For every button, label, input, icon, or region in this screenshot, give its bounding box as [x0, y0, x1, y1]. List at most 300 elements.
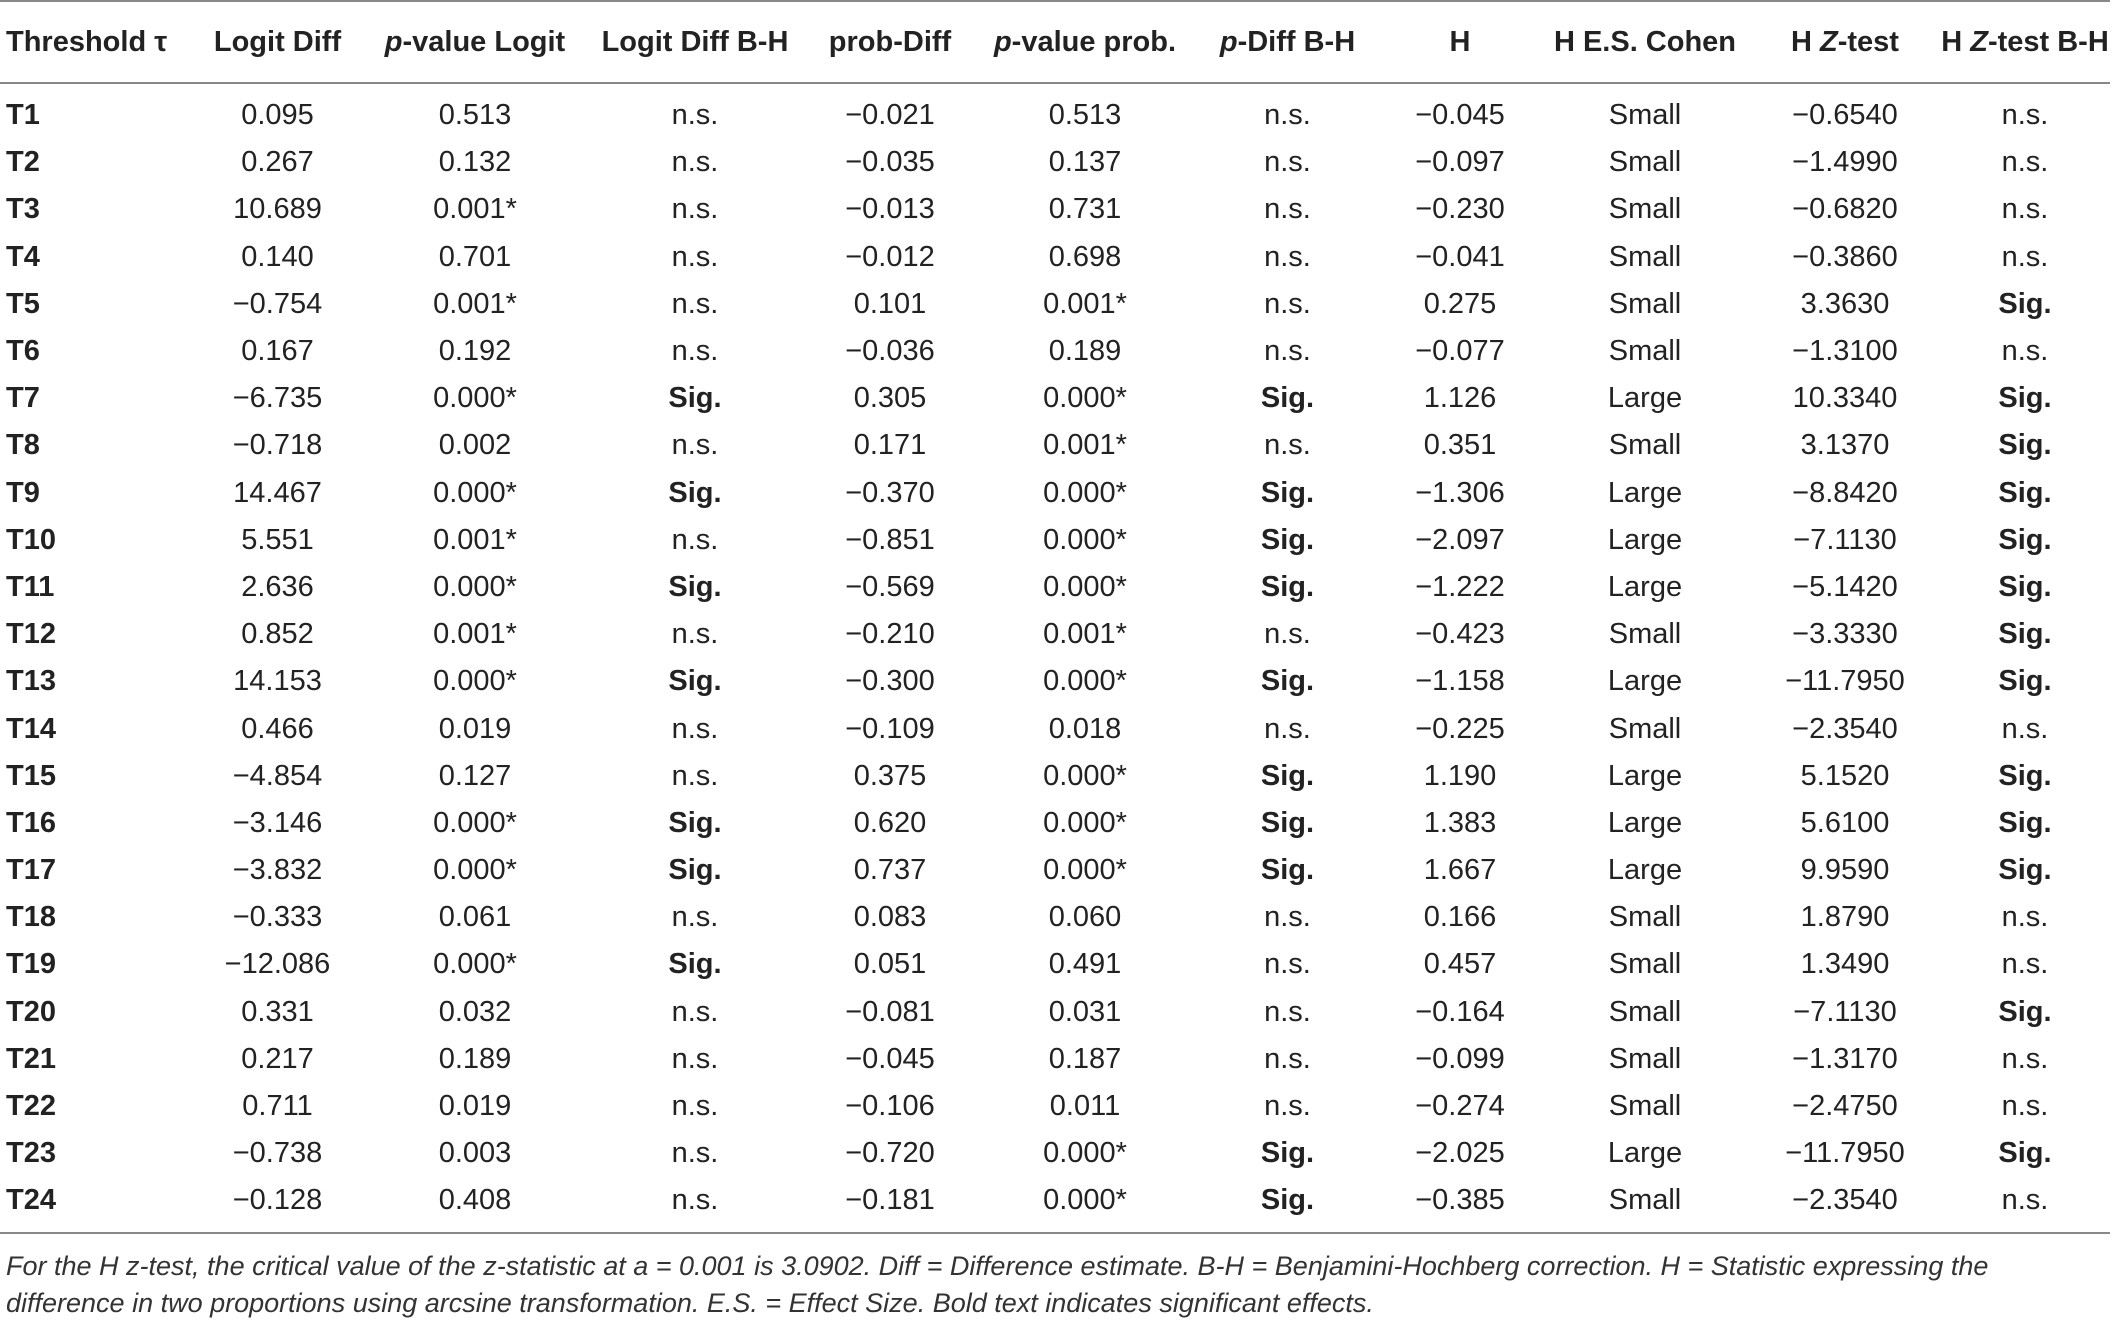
cell-threshold: T17 — [6, 854, 56, 887]
cell-h-es-cohen: Small — [1608, 618, 1682, 651]
cell-logit-diff-bh: n.s. — [671, 99, 719, 132]
cell-p-diff-bh: Sig. — [1260, 570, 1315, 603]
cell-logit-diff-bh: n.s. — [671, 523, 719, 556]
header-p-value-logit: p-value Logit — [365, 1, 585, 83]
cell-logit-diff-bh: Sig. — [668, 665, 722, 698]
cell-p-value-prob: 0.001* — [1043, 287, 1127, 320]
cell-h-z-test: −11.7950 — [1785, 1137, 1905, 1170]
table-row — [0, 1177, 2110, 1224]
cell-p-diff-bh: n.s. — [1264, 948, 1311, 981]
cell-logit-diff-bh: n.s. — [671, 146, 719, 179]
cell-prob-diff: −0.109 — [845, 712, 935, 745]
cell-p-value-prob: 0.000* — [1043, 1137, 1127, 1170]
table-row — [0, 753, 2110, 800]
cell-logit-diff: 2.636 — [241, 570, 314, 603]
cell-h-z-test-bh: Sig. — [1998, 665, 2052, 698]
cell-p-value-logit: 0.003 — [438, 1137, 512, 1170]
cell-p-value-prob: 0.031 — [1048, 995, 1122, 1028]
cell-logit-diff: −12.086 — [224, 948, 331, 981]
cell-h-es-cohen: Small — [1608, 901, 1682, 934]
cell-logit-diff: −0.128 — [232, 1184, 323, 1217]
table-row — [0, 564, 2110, 611]
cell-h-es-cohen: Large — [1607, 476, 1683, 509]
cell-p-value-logit: 0.701 — [438, 240, 512, 273]
cell-h-es-cohen: Small — [1608, 146, 1682, 179]
cell-p-value-prob: 0.137 — [1048, 146, 1122, 179]
header-logit-diff: Logit Diff — [190, 1, 365, 83]
table-row — [0, 894, 2110, 941]
cell-h: −1.306 — [1415, 476, 1505, 509]
cell-h-z-test: −2.3540 — [1792, 712, 1898, 745]
cell-logit-diff-bh: n.s. — [671, 429, 719, 462]
cell-h-z-test: 5.6100 — [1800, 806, 1890, 839]
cell-prob-diff: 0.083 — [853, 901, 927, 934]
cell-h-es-cohen: Small — [1608, 335, 1682, 368]
cell-logit-diff: 0.217 — [241, 1042, 314, 1075]
cell-h: −1.222 — [1415, 570, 1505, 603]
cell-logit-diff-bh: n.s. — [671, 193, 719, 226]
cell-threshold: T8 — [6, 429, 40, 462]
table-row — [0, 83, 2110, 139]
cell-logit-diff-bh: Sig. — [668, 382, 722, 415]
cell-logit-diff-bh: n.s. — [671, 618, 719, 651]
cell-h-z-test-bh: n.s. — [2001, 948, 2049, 981]
cell-p-value-prob: 0.000* — [1043, 523, 1127, 556]
header-h-z-test-bh: H Z-test B-H — [1940, 1, 2110, 83]
cell-prob-diff: −0.021 — [845, 99, 935, 132]
cell-h-z-test-bh: Sig. — [1998, 476, 2052, 509]
table-row — [0, 1130, 2110, 1177]
table-row — [0, 375, 2110, 422]
cell-p-diff-bh: Sig. — [1260, 665, 1315, 698]
cell-p-value-prob: 0.000* — [1043, 476, 1127, 509]
cell-h: 1.126 — [1423, 382, 1497, 415]
cell-h-z-test: 10.3340 — [1792, 382, 1898, 415]
cell-threshold: T6 — [6, 335, 40, 368]
cell-h: 0.275 — [1423, 287, 1497, 320]
cell-h-z-test-bh: Sig. — [1998, 995, 2052, 1028]
cell-logit-diff-bh: n.s. — [671, 901, 719, 934]
table-row — [0, 941, 2110, 988]
cell-h-z-test-bh: Sig. — [1998, 618, 2052, 651]
cell-p-value-logit: 0.019 — [438, 712, 512, 745]
cell-h-z-test: 3.1370 — [1800, 429, 1890, 462]
cell-threshold: T12 — [6, 618, 56, 651]
cell-logit-diff-bh: n.s. — [671, 712, 719, 745]
cell-p-diff-bh: n.s. — [1264, 193, 1311, 226]
cell-p-value-prob: 0.000* — [1043, 382, 1127, 415]
cell-prob-diff: −0.045 — [845, 1042, 935, 1075]
cell-p-value-logit: 0.000* — [433, 382, 517, 415]
cell-logit-diff-bh: n.s. — [671, 335, 719, 368]
cell-h-z-test-bh: Sig. — [1998, 429, 2052, 462]
cell-h-z-test: −1.3170 — [1792, 1042, 1898, 1075]
cell-p-diff-bh: n.s. — [1264, 1042, 1311, 1075]
cell-p-diff-bh: n.s. — [1264, 287, 1311, 320]
cell-p-value-logit: 0.189 — [438, 1042, 512, 1075]
cell-h-es-cohen: Large — [1607, 523, 1683, 556]
cell-prob-diff: −0.013 — [845, 193, 935, 226]
cell-logit-diff-bh: n.s. — [671, 759, 719, 792]
cell-h-z-test-bh: n.s. — [2001, 240, 2049, 273]
cell-logit-diff: 0.267 — [241, 146, 314, 179]
cell-prob-diff: −0.300 — [845, 665, 935, 698]
cell-prob-diff: −0.210 — [845, 618, 935, 651]
cell-h-z-test: −2.4750 — [1792, 1090, 1898, 1123]
cell-p-diff-bh: n.s. — [1264, 335, 1311, 368]
cell-prob-diff: 0.171 — [853, 429, 927, 462]
cell-p-diff-bh: n.s. — [1264, 1090, 1311, 1123]
cell-h-z-test-bh: n.s. — [2001, 99, 2049, 132]
cell-h-es-cohen: Large — [1607, 1137, 1683, 1170]
cell-p-value-logit: 0.513 — [438, 99, 512, 132]
cell-p-value-prob: 0.060 — [1048, 901, 1122, 934]
cell-logit-diff-bh: Sig. — [668, 476, 722, 509]
cell-logit-diff-bh: n.s. — [671, 240, 719, 273]
cell-p-diff-bh: n.s. — [1264, 901, 1311, 934]
cell-p-diff-bh: Sig. — [1260, 1137, 1315, 1170]
table-row — [0, 989, 2110, 1036]
header-prob-diff: prob-Diff — [805, 1, 975, 83]
cell-logit-diff: 0.167 — [241, 335, 314, 368]
cell-logit-diff: 5.551 — [241, 523, 314, 556]
cell-logit-diff: 0.466 — [241, 712, 314, 745]
cell-h: 0.457 — [1423, 948, 1497, 981]
cell-h-es-cohen: Small — [1608, 948, 1682, 981]
cell-logit-diff-bh: n.s. — [671, 287, 719, 320]
cell-h-z-test-bh: n.s. — [2001, 712, 2049, 745]
cell-h-es-cohen: Large — [1607, 854, 1683, 887]
cell-h-es-cohen: Small — [1608, 712, 1682, 745]
cell-h-z-test-bh: Sig. — [1998, 287, 2052, 320]
table-row — [0, 470, 2110, 517]
cell-h-z-test-bh: n.s. — [2001, 335, 2049, 368]
cell-threshold: T3 — [6, 193, 40, 226]
cell-prob-diff: 0.737 — [853, 854, 927, 887]
cell-threshold: T9 — [6, 476, 40, 509]
table-row — [0, 517, 2110, 564]
cell-h-z-test: −0.6540 — [1792, 99, 1898, 132]
cell-p-value-logit: 0.001* — [433, 618, 517, 651]
cell-p-value-prob: 0.000* — [1043, 665, 1127, 698]
table-row — [0, 186, 2110, 233]
cell-logit-diff: −0.754 — [232, 287, 323, 320]
cell-threshold: T10 — [6, 523, 56, 556]
cell-p-diff-bh: Sig. — [1260, 382, 1315, 415]
cell-logit-diff-bh: n.s. — [671, 1184, 719, 1217]
cell-threshold: T13 — [6, 665, 56, 698]
cell-h-z-test-bh: n.s. — [2001, 146, 2049, 179]
cell-p-diff-bh: n.s. — [1264, 618, 1311, 651]
table-row — [0, 139, 2110, 186]
cell-threshold: T5 — [6, 287, 40, 320]
cell-p-value-prob: 0.000* — [1043, 1184, 1127, 1217]
cell-logit-diff: −0.738 — [232, 1137, 323, 1170]
cell-h-z-test: −1.3100 — [1792, 335, 1898, 368]
cell-threshold: T15 — [6, 759, 56, 792]
cell-prob-diff: −0.569 — [845, 570, 935, 603]
table-row — [0, 234, 2110, 281]
cell-logit-diff-bh: Sig. — [668, 948, 722, 981]
cell-p-value-logit: 0.408 — [438, 1184, 512, 1217]
cell-threshold: T24 — [6, 1184, 56, 1217]
cell-h-z-test-bh: n.s. — [2001, 1042, 2049, 1075]
cell-logit-diff-bh: n.s. — [671, 1090, 719, 1123]
cell-h-es-cohen: Large — [1607, 759, 1683, 792]
table-row — [0, 422, 2110, 469]
cell-h: −0.045 — [1415, 99, 1505, 132]
cell-h-z-test-bh: Sig. — [1998, 759, 2052, 792]
cell-h: −2.097 — [1415, 523, 1505, 556]
header-threshold: Threshold τ — [0, 1, 190, 83]
cell-h: −0.225 — [1415, 712, 1505, 745]
cell-p-value-logit: 0.061 — [438, 901, 512, 934]
cell-h: −0.097 — [1415, 146, 1505, 179]
header-h-z-test: H Z-test — [1750, 1, 1940, 83]
cell-h-es-cohen: Small — [1608, 429, 1682, 462]
cell-h: −2.025 — [1415, 1137, 1505, 1170]
header-logit-diff-bh: Logit Diff B-H — [585, 1, 805, 83]
table-row — [0, 1036, 2110, 1083]
cell-logit-diff: 10.689 — [233, 193, 322, 226]
cell-logit-diff: 0.140 — [241, 240, 314, 273]
cell-p-value-prob: 0.189 — [1048, 335, 1122, 368]
cell-h-z-test: −7.1130 — [1793, 995, 1897, 1028]
cell-h-z-test: 5.1520 — [1800, 759, 1890, 792]
cell-h: 1.383 — [1423, 806, 1497, 839]
cell-h: 1.190 — [1423, 759, 1497, 792]
cell-h-z-test-bh: Sig. — [1998, 1137, 2052, 1170]
cell-p-value-logit: 0.001* — [433, 287, 517, 320]
cell-h-z-test: −0.3860 — [1792, 240, 1898, 273]
cell-h-es-cohen: Small — [1608, 240, 1682, 273]
cell-threshold: T2 — [6, 146, 40, 179]
cell-p-value-prob: 0.187 — [1048, 1042, 1122, 1075]
cell-h: −0.077 — [1415, 335, 1505, 368]
cell-p-value-logit: 0.000* — [433, 476, 517, 509]
cell-h-z-test-bh: Sig. — [1998, 382, 2052, 415]
cell-h-z-test: −1.4990 — [1792, 146, 1898, 179]
cell-h-z-test-bh: Sig. — [1998, 570, 2052, 603]
cell-p-value-logit: 0.127 — [438, 759, 512, 792]
cell-p-value-prob: 0.018 — [1048, 712, 1122, 745]
cell-h-es-cohen: Small — [1608, 287, 1682, 320]
cell-p-diff-bh: n.s. — [1264, 99, 1311, 132]
table-row — [0, 611, 2110, 658]
cell-threshold: T1 — [6, 99, 40, 132]
cell-h-es-cohen: Large — [1607, 570, 1683, 603]
cell-p-value-logit: 0.001* — [433, 523, 517, 556]
cell-h-z-test-bh: n.s. — [2001, 1090, 2049, 1123]
cell-p-diff-bh: Sig. — [1260, 759, 1315, 792]
cell-p-diff-bh: Sig. — [1260, 806, 1315, 839]
table-row — [0, 1083, 2110, 1130]
cell-threshold: T7 — [6, 382, 40, 415]
cell-p-value-prob: 0.001* — [1043, 618, 1127, 651]
cell-p-value-logit: 0.019 — [438, 1090, 512, 1123]
cell-prob-diff: −0.106 — [845, 1090, 935, 1123]
cell-logit-diff-bh: Sig. — [668, 806, 722, 839]
cell-threshold: T23 — [6, 1137, 56, 1170]
header-h-es-cohen: H E.S. Cohen — [1540, 1, 1750, 83]
cell-threshold: T19 — [6, 948, 56, 981]
cell-p-value-prob: 0.698 — [1048, 240, 1122, 273]
table-row — [0, 800, 2110, 847]
cell-p-value-logit: 0.132 — [438, 146, 512, 179]
cell-threshold: T14 — [6, 712, 56, 745]
cell-prob-diff: 0.305 — [853, 382, 927, 415]
cell-threshold: T16 — [6, 806, 56, 839]
cell-prob-diff: −0.720 — [845, 1137, 935, 1170]
table-footnote: For the H z-test, the critical value of the z-statistic at a = 0.001 is 3.0902. Diff = Difference estimate. B-H = Benjamini-Hochberg correction. H = Statistic expressing the difference in two proportions using arcsine transformation. E.S. = Effect Size. Bold text indicates significant effects. — [0, 1232, 2110, 1322]
cell-p-diff-bh: Sig. — [1260, 1184, 1315, 1217]
cell-p-value-prob: 0.513 — [1048, 99, 1122, 132]
cell-h: 1.667 — [1423, 854, 1497, 887]
cell-logit-diff-bh: n.s. — [671, 995, 719, 1028]
cell-threshold: T20 — [6, 995, 56, 1028]
cell-h-z-test-bh: n.s. — [2001, 901, 2049, 934]
cell-h: −0.385 — [1415, 1184, 1505, 1217]
cell-h: −0.274 — [1415, 1090, 1505, 1123]
cell-p-value-logit: 0.000* — [433, 854, 517, 887]
header-p-value-prob: p-value prob. — [975, 1, 1195, 83]
cell-logit-diff: 14.153 — [233, 665, 322, 698]
cell-h-z-test: 3.3630 — [1800, 287, 1890, 320]
cell-h-es-cohen: Small — [1608, 193, 1682, 226]
cell-p-value-logit: 0.002 — [438, 429, 512, 462]
cell-p-diff-bh: Sig. — [1260, 523, 1315, 556]
cell-h-es-cohen: Small — [1608, 995, 1682, 1028]
cell-logit-diff: −3.146 — [232, 806, 323, 839]
cell-logit-diff: 14.467 — [233, 476, 322, 509]
cell-logit-diff: −0.718 — [232, 429, 323, 462]
cell-h-z-test-bh: Sig. — [1998, 806, 2052, 839]
cell-h-z-test: 9.9590 — [1800, 854, 1890, 887]
cell-p-value-prob: 0.000* — [1043, 759, 1127, 792]
cell-prob-diff: −0.036 — [845, 335, 935, 368]
table-row — [0, 847, 2110, 894]
cell-h-z-test: −5.1420 — [1792, 570, 1898, 603]
table-body — [0, 83, 2110, 1225]
cell-h-es-cohen: Large — [1607, 806, 1683, 839]
cell-h-z-test-bh: Sig. — [1998, 854, 2052, 887]
cell-h-z-test-bh: Sig. — [1998, 523, 2052, 556]
cell-prob-diff: 0.375 — [853, 759, 927, 792]
cell-h: −0.230 — [1415, 193, 1505, 226]
cell-h-z-test: 1.8790 — [1800, 901, 1890, 934]
cell-h-z-test: 1.3490 — [1800, 948, 1890, 981]
cell-p-diff-bh: n.s. — [1264, 995, 1311, 1028]
cell-p-value-logit: 0.000* — [433, 806, 517, 839]
cell-h: 0.351 — [1423, 429, 1497, 462]
cell-h: 0.166 — [1423, 901, 1497, 934]
cell-h-z-test: −11.7950 — [1785, 665, 1905, 698]
cell-h: −0.423 — [1415, 618, 1505, 651]
cell-h-es-cohen: Small — [1608, 99, 1682, 132]
cell-p-value-prob: 0.001* — [1043, 429, 1127, 462]
cell-h-z-test-bh: n.s. — [2001, 193, 2049, 226]
cell-prob-diff: −0.012 — [845, 240, 935, 273]
cell-p-value-logit: 0.192 — [438, 335, 512, 368]
cell-p-value-logit: 0.000* — [433, 570, 517, 603]
cell-h-es-cohen: Large — [1607, 382, 1683, 415]
cell-p-value-logit: 0.001* — [433, 193, 517, 226]
cell-h-z-test: −2.3540 — [1792, 1184, 1898, 1217]
cell-h: −0.099 — [1415, 1042, 1505, 1075]
cell-prob-diff: −0.035 — [845, 146, 935, 179]
cell-logit-diff: −4.854 — [232, 759, 323, 792]
cell-h-z-test: −7.1130 — [1793, 523, 1897, 556]
cell-prob-diff: 0.620 — [853, 806, 927, 839]
cell-logit-diff: −0.333 — [232, 901, 323, 934]
cell-p-diff-bh: n.s. — [1264, 240, 1311, 273]
cell-prob-diff: 0.101 — [853, 287, 927, 320]
table-row — [0, 328, 2110, 375]
cell-logit-diff-bh: Sig. — [668, 570, 722, 603]
cell-h: −1.158 — [1415, 665, 1505, 698]
cell-p-value-prob: 0.731 — [1048, 193, 1122, 226]
cell-p-value-prob: 0.491 — [1048, 948, 1122, 981]
cell-prob-diff: −0.081 — [845, 995, 935, 1028]
cell-prob-diff: −0.181 — [845, 1184, 935, 1217]
cell-prob-diff: −0.851 — [845, 523, 935, 556]
cell-threshold: T4 — [6, 240, 40, 273]
cell-logit-diff: 0.095 — [241, 99, 314, 132]
cell-logit-diff-bh: n.s. — [671, 1042, 719, 1075]
cell-h-es-cohen: Small — [1608, 1184, 1682, 1217]
header-p-diff-bh: p-Diff B-H — [1195, 1, 1380, 83]
cell-p-value-prob: 0.000* — [1043, 854, 1127, 887]
cell-logit-diff: −6.735 — [232, 382, 323, 415]
cell-p-diff-bh: Sig. — [1260, 476, 1315, 509]
cell-p-value-prob: 0.000* — [1043, 806, 1127, 839]
cell-logit-diff: −3.832 — [232, 854, 323, 887]
cell-p-value-logit: 0.000* — [433, 948, 517, 981]
cell-h-es-cohen: Large — [1607, 665, 1683, 698]
cell-h-z-test: −3.3330 — [1792, 618, 1898, 651]
cell-h: −0.164 — [1415, 995, 1505, 1028]
cell-p-value-logit: 0.032 — [438, 995, 512, 1028]
cell-logit-diff-bh: Sig. — [668, 854, 722, 887]
table-row — [0, 281, 2110, 328]
cell-prob-diff: 0.051 — [853, 948, 927, 981]
cell-logit-diff: 0.852 — [241, 618, 314, 651]
cell-h-es-cohen: Small — [1608, 1042, 1682, 1075]
cell-logit-diff-bh: n.s. — [671, 1137, 719, 1170]
cell-threshold: T11 — [6, 570, 55, 603]
cell-threshold: T18 — [6, 901, 56, 934]
cell-p-diff-bh: Sig. — [1260, 854, 1315, 887]
table-row — [0, 658, 2110, 705]
cell-threshold: T22 — [6, 1090, 56, 1123]
cell-logit-diff: 0.711 — [242, 1090, 313, 1123]
header-h: H — [1380, 1, 1540, 83]
table-row — [0, 705, 2110, 752]
table-header-row — [0, 1, 2110, 83]
cell-p-value-prob: 0.011 — [1049, 1090, 1121, 1123]
cell-h-z-test: −8.8420 — [1792, 476, 1898, 509]
cell-p-diff-bh: n.s. — [1264, 146, 1311, 179]
cell-h: −0.041 — [1415, 240, 1505, 273]
cell-p-value-logit: 0.000* — [433, 665, 517, 698]
cell-h-es-cohen: Small — [1608, 1090, 1682, 1123]
cell-h-z-test: −0.6820 — [1792, 193, 1898, 226]
cell-h-z-test-bh: n.s. — [2001, 1184, 2049, 1217]
cell-p-value-prob: 0.000* — [1043, 570, 1127, 603]
cell-logit-diff: 0.331 — [241, 995, 314, 1028]
cell-p-diff-bh: n.s. — [1264, 712, 1311, 745]
cell-p-diff-bh: n.s. — [1264, 429, 1311, 462]
